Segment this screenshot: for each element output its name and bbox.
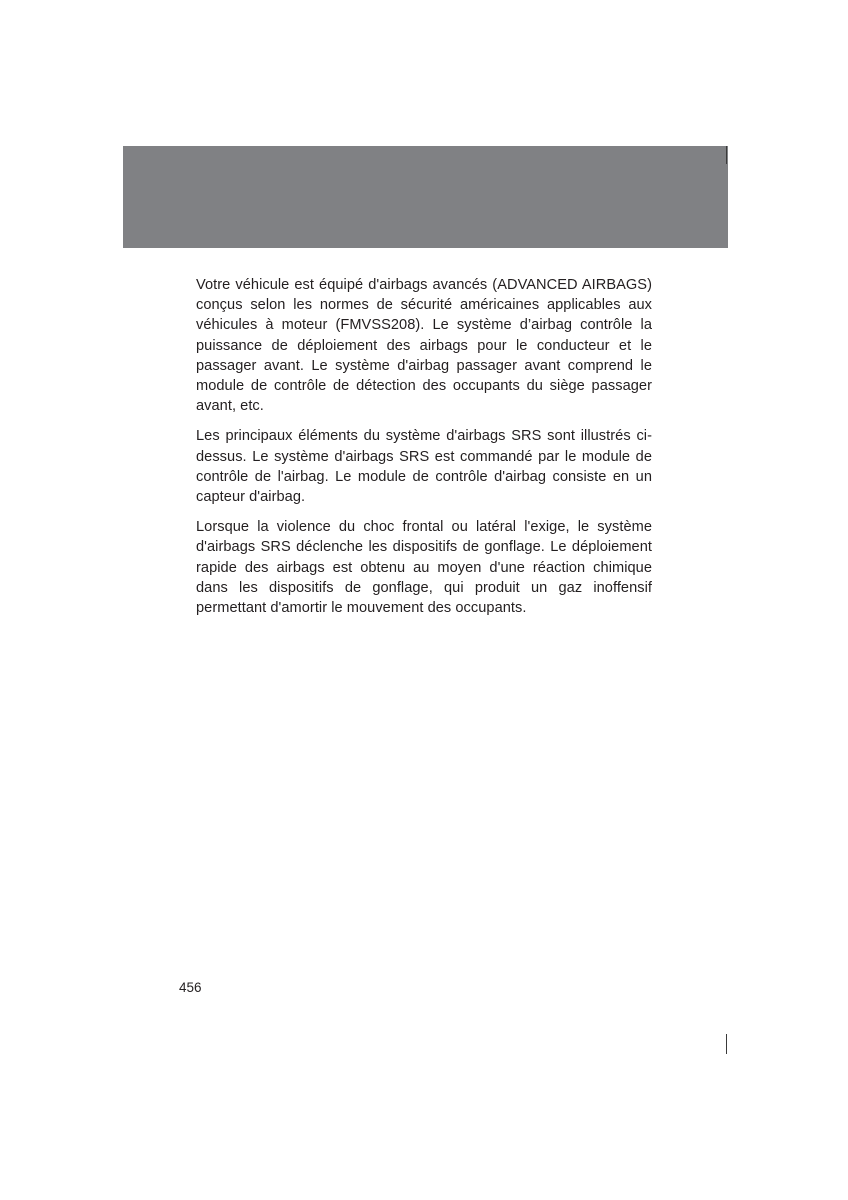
crop-mark-top	[726, 146, 727, 164]
paragraph-deployment: Lorsque la violence du choc frontal ou latéral l'exige, le système d'airbags SRS déclenche les dispositifs de gonflage. Le déploiement rapide des airbags est obtenu au moyen d'une réaction chimique dans les dispositifs de gonflage, qui produit un gaz inoffensif permettant d'amortir le mouvement des occupants.	[196, 519, 652, 617]
paragraph-srs-components: Les principaux éléments du système d'airbags SRS sont illustrés ci-dessus. Le système d'airbags SRS est commandé par le module de contrôle de l'airbag. Le module de contrôle d'airbag consiste en un capteur d'airbag.	[196, 428, 652, 506]
paragraph-advanced-airbags: Votre véhicule est équipé d'airbags avancés (ADVANCED AIRBAGS) conçus selon les normes de sécurité américaines applicables aux véhicules à moteur (FMVSS208). Le système d’airbag contrôle la puissance de déploiement des airbags pour le conducteur et le passager avant. Le système d'airbag passager avant comprend le module de contrôle de détection des occupants du siège passager avant, etc.	[196, 277, 652, 415]
page-number: 456	[179, 980, 202, 995]
crop-mark-bottom	[726, 1034, 727, 1054]
header-band	[123, 146, 728, 248]
body-text	[196, 275, 652, 628]
